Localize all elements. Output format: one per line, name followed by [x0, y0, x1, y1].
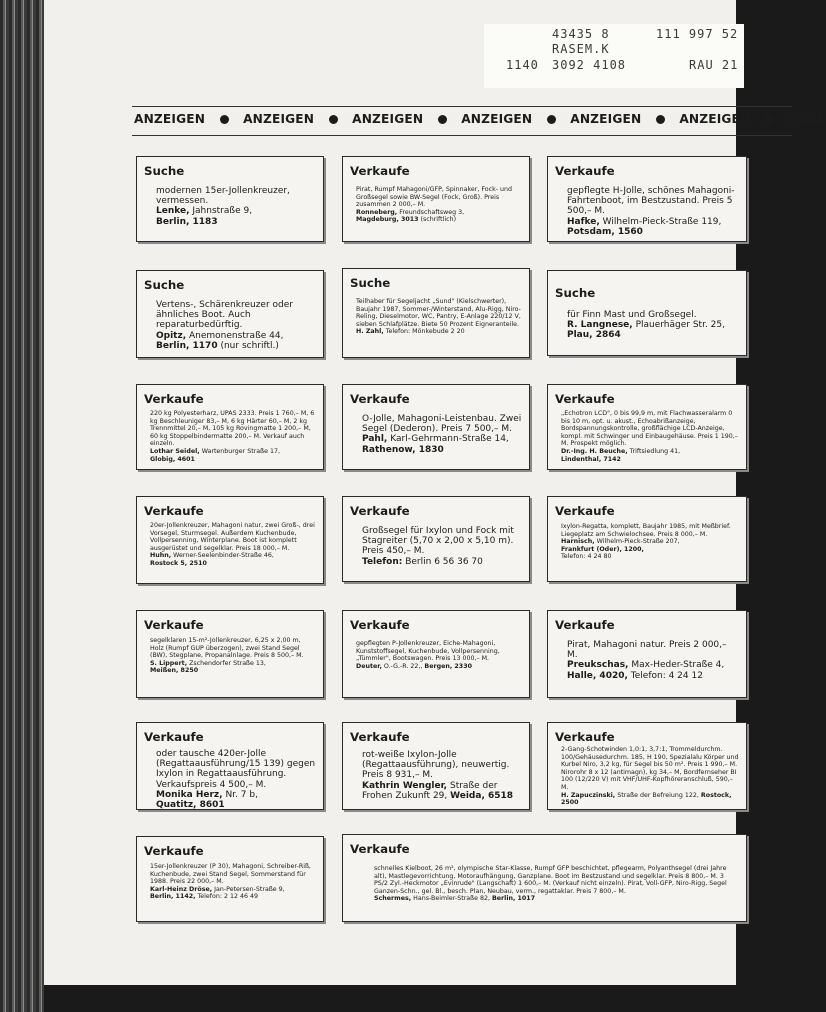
- classified-ad: [136, 496, 324, 584]
- bullet-icon: [220, 115, 229, 124]
- bullet-icon: [765, 115, 774, 124]
- ad-text: Pirat, Rumpf Mahagoni/GFP, Spinnaker, Fock- und Großsegel sowie BW-Segel (Fock, Groß). Preis zusammen 2 000,– M.: [356, 186, 512, 209]
- ad-contact-name: Ronneberg,: [356, 208, 398, 216]
- ad-city: Magdeburg, 3013: [356, 216, 419, 224]
- ad-heading: Verkaufe: [555, 730, 615, 744]
- ad-heading: Verkaufe: [144, 730, 204, 744]
- ad-extra: (nur schriftl.): [220, 340, 279, 351]
- ad-extra: Telefon: 2 12 46 49: [197, 893, 259, 901]
- ad-extra: (schriftlich): [420, 216, 457, 224]
- ad-text: vermessen.: [156, 196, 209, 207]
- ad-address: Jan-Petersen-Straße 9,: [214, 885, 285, 893]
- ad-city: Lindenthal, 7142: [561, 455, 621, 463]
- ad-address: Straße der Befreiung 122,: [617, 791, 699, 799]
- ad-heading: Verkaufe: [144, 504, 204, 518]
- classified-ad: [342, 610, 530, 698]
- ad-contact-name: Hafke,: [567, 216, 600, 227]
- ad-contact-name: Huhn,: [150, 552, 172, 560]
- classified-ad: [547, 722, 747, 810]
- banner-word: ANZEIGEN: [679, 112, 751, 126]
- ad-contact-name: H. Zahl,: [356, 328, 384, 336]
- ad-address: Zschendorfer Straße 13,: [189, 659, 266, 667]
- banner-word: ANZEIGEN: [461, 112, 533, 126]
- ad-city: Meißen, 8250: [150, 667, 199, 675]
- classified-ad: [342, 496, 530, 582]
- classified-ad: [136, 270, 324, 358]
- ad-heading: Verkaufe: [350, 392, 410, 406]
- ad-contact-name: Deuter,: [356, 662, 382, 670]
- bullet-icon: [547, 115, 556, 124]
- ad-contact-name: Schermes,: [374, 895, 412, 903]
- classified-ad: [547, 384, 747, 470]
- ad-body: [561, 523, 739, 561]
- ad-address: Wilhelm-Pieck-Straße 119,: [602, 216, 722, 227]
- ad-heading: Verkaufe: [555, 392, 615, 406]
- ad-body: [374, 865, 739, 903]
- ad-city: Globig, 4601: [150, 455, 195, 463]
- classified-ad: [136, 156, 324, 242]
- ad-text: 15er-Jollenkreuzer (P 30), Mahagoni, Schreiber-Riß, Kuchenbude, zwei Stand Segel, Sommerstand für 1988. Preis 22 000,– M.: [150, 863, 311, 886]
- classified-ad: [136, 610, 324, 698]
- ad-city: Berlin, 1183: [156, 216, 218, 227]
- ad-city: Rathenow, 1830: [362, 444, 444, 455]
- ad-body: [567, 186, 739, 237]
- ad-address: Plauerhäger Str. 25,: [635, 320, 725, 331]
- ad-city: Berlin, 1017: [491, 895, 536, 903]
- ad-text: schnelles Kielboot, 26 m², olympische Star-Klasse, Rumpf GFP beschichtet, pflegearm, Polyanthsegel (drei Jahre alt), Mastlegevorrichtung, Motoraufhängung, Ganzplane. Boot im Bestzustand und segelklar. Preis 8 800,– M. 3 PS/2 Zyl.-Heckmotor „Evinrude" (Langschaft) 1 600,– M. (Verkauf nicht einzeln). Pirat, Voll-GFP, Niro-Rigg, Segel Ganzen-Schn., gel. Bl., besch. Plan, Neubau, verm., regattaklar. Preis 7 800,– M.: [374, 865, 727, 895]
- classified-ad: [136, 384, 324, 470]
- ad-text: gepflegte H-Jolle, schönes Mahagoni-Fahrtenboot, im Bestzustand. Preis 5 500,– M.: [567, 186, 735, 217]
- bullet-icon: [438, 115, 447, 124]
- ad-address: O.-G.-R. 22,: [383, 662, 421, 670]
- ad-address: Straße der Frohen Zukunft 29,: [362, 780, 498, 801]
- classified-ad: [547, 156, 747, 242]
- classified-ad: [342, 834, 747, 922]
- classified-ad: [342, 384, 530, 470]
- ad-contact-name: Preukschas,: [567, 660, 629, 671]
- ad-contact-name: Dr.-Ing. H. Beuche,: [561, 447, 628, 455]
- classified-ad: [547, 610, 747, 698]
- ad-body: [567, 310, 739, 341]
- ad-body: [567, 640, 739, 681]
- banner-word: ANZEIGEN: [134, 112, 206, 126]
- ad-heading: Verkaufe: [555, 618, 615, 632]
- ad-heading: Suche: [144, 164, 185, 178]
- ad-text: Großsegel für Ixylon und Fock mit Stagreiter (5,70 x 2,00 x 5,10 m). Preis 450,– M.: [362, 526, 514, 557]
- ad-heading: Verkaufe: [144, 392, 204, 406]
- ad-contact-name: Monika Herz,: [156, 789, 223, 800]
- ad-text: segelklaren 15-m²-Jollenkreuzer, 6,25 x 2,00 m, Holz (Rumpf GUP überzogen), zwei Stand Segel (BW), Stegplane, Propanalnlage. Preis 8 500,– M.: [150, 637, 304, 660]
- ad-address: Max-Heder-Straße 4,: [631, 660, 725, 671]
- ad-city: Rostock, 2500: [561, 791, 732, 807]
- ad-address: Hans-Beimler-Straße 82,: [413, 895, 490, 903]
- ad-body: [561, 410, 739, 463]
- ad-heading: Verkaufe: [555, 504, 615, 518]
- ad-body: [156, 186, 316, 227]
- ad-city: Weida, 6518: [450, 790, 514, 801]
- classified-ad: [342, 268, 530, 358]
- library-catalog-label: [484, 24, 744, 88]
- ad-address: Triftsiedlung 41,: [629, 447, 681, 455]
- ad-text: „Echotron LCD", 0 bis 99,9 m, mit Flachwasseralarm 0 bis 10 m, opt. u. akust., Echoabrißanzeige, Bordspannungskontrolle, großflächige LCD-Anzeige, kompl. mit Schwinger und Einbaugehäuse. Preis 1 190,– M. Prospekt möglich.: [561, 410, 738, 448]
- ad-contact-name: Karl-Heinz Dröse,: [150, 885, 213, 893]
- ad-text: Vertens-, Schärenkreuzer oder ähnliches Boot. Auch reparaturbedürftig.: [156, 300, 293, 331]
- ad-city: Berlin, 1170: [156, 340, 218, 351]
- magazine-page: [44, 0, 826, 985]
- ad-text: Teilhaber für Segeljacht „Sund" (Kielschwerter), Baujahr 1987, Sommer-/Winterstand, Alu-Rigg, Niro-Reling, Dieselmotor, WC, Pantry, E-Anlage 220/12 V, sieben Schlafplätze. Biete 50 Prozent Eigneranteile.: [356, 298, 521, 328]
- banner-word: ANZEIGEN: [570, 112, 642, 126]
- banner-word-tail: ANZE: [788, 112, 826, 126]
- ad-heading: Verkaufe: [144, 618, 204, 632]
- ad-contact-name: S. Lippert,: [150, 659, 188, 667]
- ad-body: [356, 298, 522, 336]
- catalog-line-1: 43435 8: [552, 27, 610, 41]
- classified-ad: [342, 156, 530, 242]
- ad-text: 220 kg Polyesterharz, UPAS 2333. Preis 1 760,– M, 6 kg Beschleuniger 83,– M, 6 kg Härter 60,– M, 2 kg Trennmittel 20,– M, 105 kg Rovingmatte 1 200,– M, 60 kg Stoppelbindermatte 200,– M. Verkauf auch einzeln.: [150, 410, 315, 448]
- ad-body: [362, 526, 522, 567]
- ad-heading: Suche: [144, 278, 185, 292]
- ad-text: Ixylon-Regatta, komplett, Baujahr 1985, mit Meßbrief. Liegeplatz am Schwielochsee. Preis 8 000,– M.: [561, 523, 731, 538]
- ad-body: [561, 746, 739, 807]
- ad-address: Jahnstraße 9,: [192, 206, 253, 217]
- catalog-line-1b: 111 997 52: [656, 27, 739, 41]
- ad-body: [150, 637, 316, 675]
- ad-text: 20er-Jollenkreuzer, Mahagoni natur, zwei Groß-, drei Vorsegel, Sturmsegel. Außerdem Kuchenbude, Vollpersenning, Winterplane. Boot ist komplett ausgerüstet und segelklar. Preis 18 000,– M.: [150, 522, 315, 552]
- classified-ad: [342, 722, 530, 810]
- ad-address: Nr. 7 b,: [225, 789, 258, 800]
- ad-heading: Verkaufe: [350, 164, 410, 178]
- ad-body: [362, 750, 522, 801]
- ad-address: Freundschaftsweg 3,: [399, 208, 465, 216]
- ad-extra: Telefon: 4 24 80: [561, 553, 612, 561]
- ad-body: [362, 414, 522, 455]
- ads-banner: [132, 106, 826, 136]
- ad-contact-name: Lenke,: [156, 206, 190, 217]
- ad-contact-name: Harnisch,: [561, 538, 595, 546]
- ad-city: Bergen, 2330: [424, 662, 472, 670]
- ad-city: Frankfurt (Oder), 1200,: [561, 545, 644, 553]
- classified-ad: [136, 836, 324, 922]
- ad-city: Halle, 4020,: [567, 670, 628, 681]
- ad-contact-name: Lothar Seidel,: [150, 447, 200, 455]
- ad-address: Werner-Seelenbinder-Straße 46,: [173, 552, 274, 560]
- ad-contact-name: Opitz,: [156, 330, 187, 341]
- banner-word: ANZEIGEN: [243, 112, 315, 126]
- ad-address: Karl-Gehrmann-Straße 14,: [390, 434, 509, 445]
- book-binding-edge: [0, 0, 44, 1012]
- ad-address: Anemonenstraße 44,: [189, 330, 284, 341]
- ad-contact-name: Telefon:: [362, 556, 403, 567]
- ad-city: Plau, 2864: [567, 330, 621, 341]
- ad-heading: Verkaufe: [350, 504, 410, 518]
- ad-address: Berlin 6 56 36 70: [405, 556, 483, 567]
- ad-extra: Telefon: 4 24 12: [630, 670, 703, 681]
- ad-contact-name: R. Langnese,: [567, 320, 633, 331]
- ad-text: modernen 15er-Jollenkreuzer,: [156, 186, 290, 196]
- ad-heading: Suche: [350, 276, 391, 290]
- ad-contact-name: Pahl,: [362, 434, 388, 445]
- ad-heading: Verkaufe: [350, 730, 410, 744]
- ad-text: gepflegten P-Jollenkreuzer, Eiche-Mahagoni, Kunststoffsegel, Kuchenbude, Vollpersenning, „Tümmler", Bootswagen. Preis 13 000,– M.: [356, 640, 500, 663]
- ad-text: 2-Gang-Schotwinden 1,0:1, 3,7:1, Trommeldurchm. 100/Gehäusedurchm. 185, H 190, Spezialalu Körper und Kurbel Niro, 3,2 kg, für Segel bis 50 m². Preis 1 990,– M. Nirorohr 8 x 12 (antimagn), kg 34,– M, Bordfernseher BI 100 (12/220 V) mit VHF/UHF-Kopfhöreranschluß, 590,– M.: [561, 746, 739, 791]
- ad-body: [356, 186, 522, 224]
- bullet-icon: [329, 115, 338, 124]
- ad-contact-name: H. Zapuczinski,: [561, 791, 616, 799]
- ad-heading: Verkaufe: [144, 844, 204, 858]
- ad-address: Wartenburger Straße 17,: [201, 447, 280, 455]
- catalog-line-3b: 3092 4108: [552, 58, 627, 72]
- ad-text: rot-weiße Ixylon-Jolle (Regattaausführung), neuwertig. Preis 8 931,– M.: [362, 750, 510, 781]
- catalog-line-3c: RAU 21: [689, 58, 739, 72]
- bullet-icon: [656, 115, 665, 124]
- ad-city: Potsdam, 1560: [567, 226, 643, 237]
- ad-text: Pirat, Mahagoni natur. Preis 2 000,– M.: [567, 640, 727, 661]
- ad-text: O-Jolle, Mahagoni-Leistenbau. Zwei Segel (Dederon). Preis 7 500,– M.: [362, 414, 522, 435]
- catalog-line-3a: 1140: [506, 58, 539, 72]
- ad-body: gepflegten P-Jollenkreuzer, Eiche-Mahagoni, Kunststoffsegel, Kuchenbude, Vollpersenning, „Tümmler", Bootswagen. Preis 13 000,– M. Deuter, O.-G.-R. 22,, Bergen, 2330: [356, 640, 522, 670]
- ad-body: [150, 410, 316, 463]
- ad-text: für Finn Mast und Großsegel.: [567, 310, 697, 320]
- ad-address: Telefon: Mönkebude 2 20: [385, 328, 465, 336]
- ad-body: [150, 522, 316, 568]
- ad-contact-name: Kathrin Wengler,: [362, 780, 448, 791]
- classified-ad: [547, 496, 747, 582]
- ad-address: Wilhelm-Pieck-Straße 207,: [596, 538, 680, 546]
- ad-body: [156, 300, 316, 351]
- ad-city: Berlin, 1142,: [150, 893, 196, 901]
- ad-city: Rostock 5, 2510: [150, 559, 207, 567]
- banner-word: ANZEIGEN: [352, 112, 424, 126]
- ad-heading: Verkaufe: [350, 618, 410, 632]
- ad-text: oder tausche 420er-Jolle (Regattaausführung/15 139) gegen Ixylon in Regattaausführung. Verkaufspreis 4 500,– M.: [156, 749, 316, 790]
- ad-body: [156, 749, 316, 810]
- ad-heading: Suche: [555, 286, 596, 300]
- ad-city: Quatitz, 8601: [156, 800, 225, 811]
- classified-ad: [547, 270, 747, 356]
- scan-bottom-edge: [44, 985, 736, 1012]
- ad-heading: Verkaufe: [350, 842, 410, 856]
- ad-body: [150, 863, 316, 901]
- catalog-line-2: RASEM.K: [552, 42, 610, 56]
- classified-ad: [136, 722, 324, 810]
- ad-heading: Verkaufe: [555, 164, 615, 178]
